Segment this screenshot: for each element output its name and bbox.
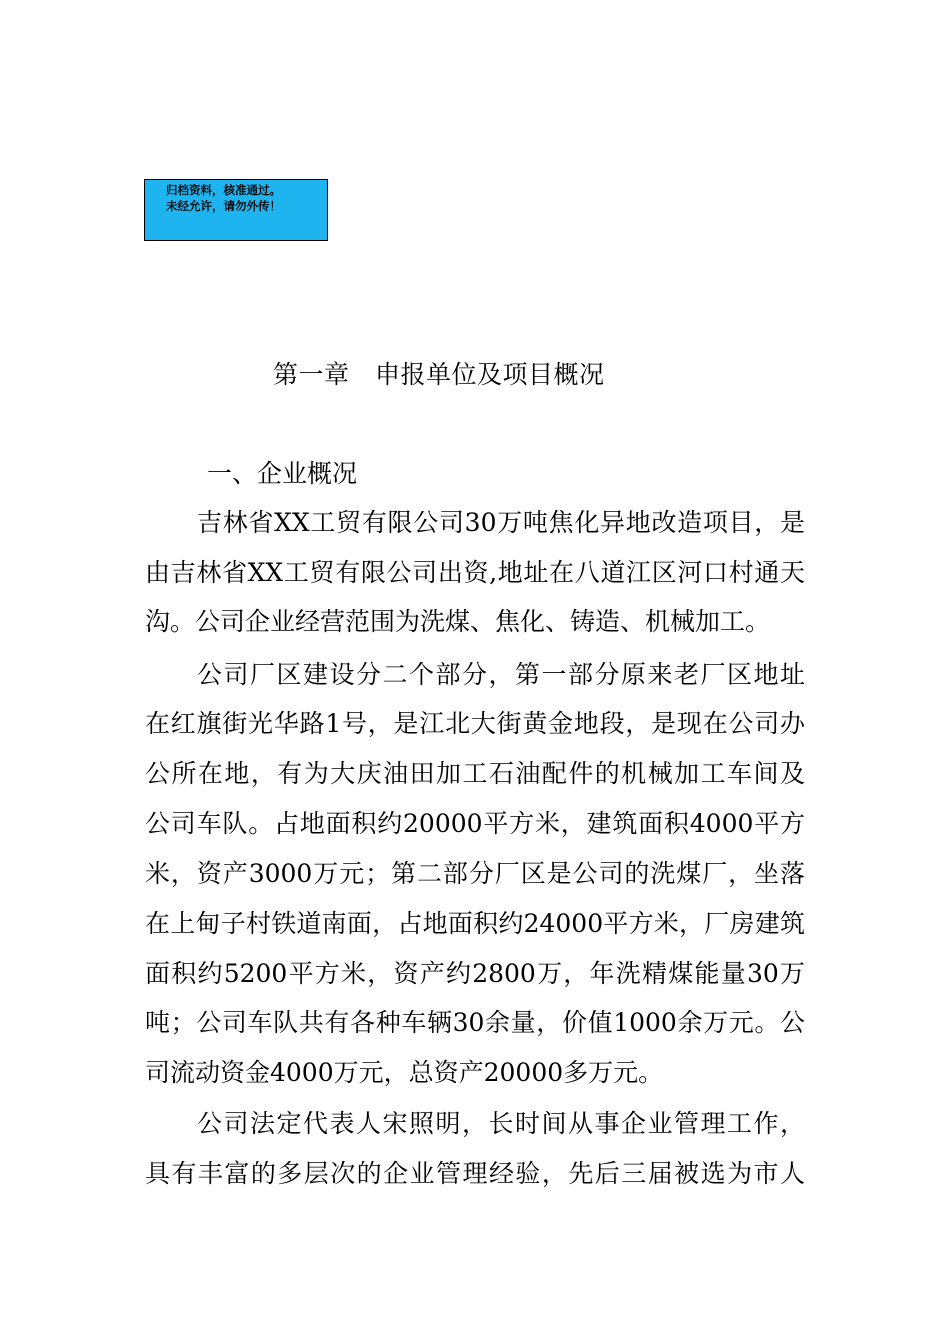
text-line-14: 具有丰富的多层次的企业管理经验，先后三届被选为市人 — [145, 1159, 805, 1188]
text-line-2: 由吉林省XX工贸有限公司出资,地址在八道江区河口村通天 — [145, 558, 805, 587]
section-heading: 一、企业概况 — [207, 459, 358, 488]
text-line-13: 公司法定代表人宋照明，长时间从事企业管理工作， — [197, 1109, 805, 1138]
stamp-line-2: 未经允许，请勿外传！ — [166, 199, 281, 213]
text-line-5: 在红旗街光华路1号，是江北大街黄金地段，是现在公司办 — [145, 709, 805, 738]
text-line-7: 公司车队。占地面积约20000平方米，建筑面积4000平方 — [145, 809, 805, 838]
text-line-9: 在上甸子村铁道南面，占地面积约24000平方米，厂房建筑 — [145, 909, 805, 938]
text-line-4: 公司厂区建设分二个部分，第一部分原来老厂区地址 — [197, 660, 805, 689]
chapter-title: 第一章 申报单位及项目概况 — [273, 360, 605, 389]
text-line-8: 米，资产3000万元；第二部分厂区是公司的洗煤厂，坐落 — [145, 859, 805, 888]
archive-stamp — [144, 179, 328, 241]
text-line-6: 公所在地，有为大庆油田加工石油配件的机械加工车间及 — [145, 759, 805, 788]
text-line-11: 吨；公司车队共有各种车辆30余量，价值1000余万元。公 — [145, 1008, 805, 1037]
stamp-line-1: 归档资料，核准通过。 — [166, 183, 281, 197]
text-line-10: 面积约5200平方米，资产约2800万，年洗精煤能量30万 — [145, 959, 805, 988]
text-line-3: 沟。公司企业经营范围为洗煤、焦化、铸造、机械加工。 — [145, 607, 771, 636]
text-line-12: 司流动资金4000万元，总资产20000多万元。 — [145, 1058, 664, 1087]
text-line-1: 吉林省XX工贸有限公司30万吨焦化异地改造项目，是 — [197, 508, 805, 537]
